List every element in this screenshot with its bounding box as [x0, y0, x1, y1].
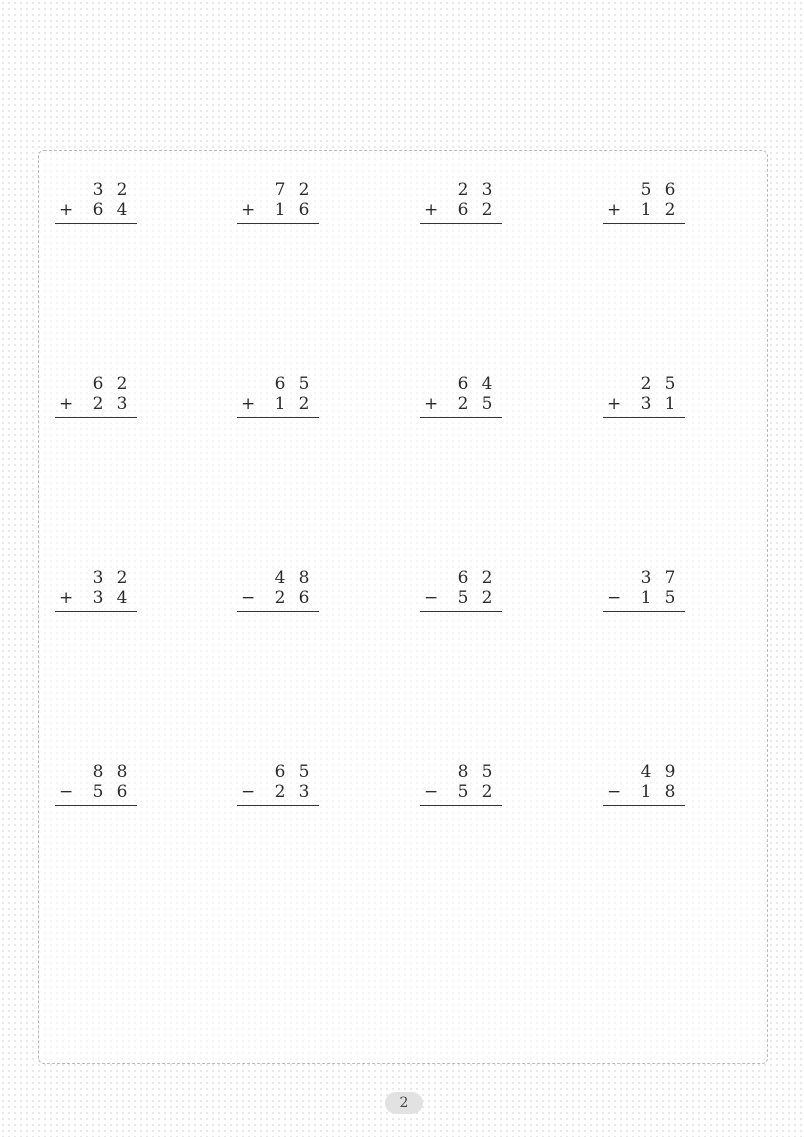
bottom-tens-digit: 5: [92, 782, 104, 802]
answer-line: [237, 417, 319, 418]
answer-line: [603, 805, 685, 806]
bottom-ones-digit: 2: [481, 588, 493, 608]
bottom-ones-digit: 2: [664, 200, 676, 220]
bottom-tens-digit: 1: [274, 200, 286, 220]
bottom-number: [603, 199, 685, 221]
operator-sign: +: [241, 394, 256, 414]
problem-14: [237, 761, 327, 811]
top-number: [55, 179, 137, 201]
top-tens-digit: 4: [274, 568, 286, 588]
top-number: [237, 373, 319, 395]
top-tens-digit: 8: [457, 762, 469, 782]
operator-sign: −: [241, 588, 256, 608]
bottom-tens-digit: 1: [640, 782, 652, 802]
bottom-number: [603, 393, 685, 415]
operator-sign: −: [607, 782, 622, 802]
operator-sign: +: [241, 200, 256, 220]
problem-15: [420, 761, 510, 811]
answer-line: [55, 417, 137, 418]
answer-line: [420, 611, 502, 612]
bottom-number: [55, 781, 137, 803]
answer-line: [420, 417, 502, 418]
operator-sign: −: [59, 782, 74, 802]
bottom-ones-digit: 6: [116, 782, 128, 802]
top-tens-digit: 2: [457, 180, 469, 200]
answer-line: [55, 223, 137, 224]
answer-line: [603, 611, 685, 612]
top-number: [420, 761, 502, 783]
top-number: [603, 567, 685, 589]
operator-sign: −: [607, 588, 622, 608]
top-number: [55, 567, 137, 589]
bottom-number: [603, 781, 685, 803]
top-tens-digit: 6: [274, 762, 286, 782]
bottom-ones-digit: 2: [481, 200, 493, 220]
top-tens-digit: 3: [92, 180, 104, 200]
bottom-tens-digit: 1: [274, 394, 286, 414]
bottom-tens-digit: 3: [640, 394, 652, 414]
bottom-number: [55, 393, 137, 415]
top-number: [420, 373, 502, 395]
operator-sign: −: [241, 782, 256, 802]
problem-16: [603, 761, 693, 811]
top-ones-digit: 5: [298, 762, 310, 782]
top-tens-digit: 7: [274, 180, 286, 200]
answer-line: [237, 805, 319, 806]
bottom-number: [237, 781, 319, 803]
bottom-ones-digit: 3: [298, 782, 310, 802]
bottom-number: [237, 587, 319, 609]
bottom-tens-digit: 3: [92, 588, 104, 608]
bottom-tens-digit: 2: [457, 394, 469, 414]
top-tens-digit: 4: [640, 762, 652, 782]
operator-sign: +: [607, 394, 622, 414]
bottom-ones-digit: 1: [664, 394, 676, 414]
bottom-tens-digit: 2: [274, 782, 286, 802]
worksheet-frame: [38, 150, 768, 1064]
bottom-number: [420, 393, 502, 415]
operator-sign: +: [59, 200, 74, 220]
bottom-tens-digit: 1: [640, 588, 652, 608]
operator-sign: −: [424, 588, 439, 608]
top-number: [237, 179, 319, 201]
top-tens-digit: 3: [640, 568, 652, 588]
top-ones-digit: 2: [116, 180, 128, 200]
top-tens-digit: 6: [92, 374, 104, 394]
problem-13: [55, 761, 145, 811]
top-ones-digit: 2: [116, 374, 128, 394]
top-ones-digit: 5: [664, 374, 676, 394]
answer-line: [603, 417, 685, 418]
bottom-tens-digit: 6: [457, 200, 469, 220]
operator-sign: +: [59, 588, 74, 608]
bottom-tens-digit: 6: [92, 200, 104, 220]
problem-7: [420, 373, 510, 423]
top-tens-digit: 5: [640, 180, 652, 200]
top-number: [603, 761, 685, 783]
problem-6: [237, 373, 327, 423]
top-ones-digit: 5: [481, 762, 493, 782]
top-number: [237, 567, 319, 589]
bottom-ones-digit: 8: [664, 782, 676, 802]
bottom-tens-digit: 2: [92, 394, 104, 414]
top-ones-digit: 2: [481, 568, 493, 588]
top-ones-digit: 9: [664, 762, 676, 782]
top-number: [603, 179, 685, 201]
bottom-ones-digit: 5: [664, 588, 676, 608]
answer-line: [55, 611, 137, 612]
answer-line: [603, 223, 685, 224]
bottom-number: [420, 781, 502, 803]
bottom-ones-digit: 3: [116, 394, 128, 414]
answer-line: [237, 611, 319, 612]
top-ones-digit: 2: [298, 180, 310, 200]
bottom-number: [420, 199, 502, 221]
operator-sign: +: [424, 394, 439, 414]
top-ones-digit: 6: [664, 180, 676, 200]
bottom-number: [55, 199, 137, 221]
problem-10: [237, 567, 327, 617]
answer-line: [420, 223, 502, 224]
bottom-number: [55, 587, 137, 609]
bottom-number: [603, 587, 685, 609]
bottom-ones-digit: 6: [298, 200, 310, 220]
operator-sign: +: [424, 200, 439, 220]
top-tens-digit: 6: [274, 374, 286, 394]
top-ones-digit: 3: [481, 180, 493, 200]
bottom-ones-digit: 6: [298, 588, 310, 608]
top-ones-digit: 4: [481, 374, 493, 394]
top-number: [237, 761, 319, 783]
top-tens-digit: 2: [640, 374, 652, 394]
operator-sign: +: [59, 394, 74, 414]
bottom-tens-digit: 5: [457, 782, 469, 802]
top-number: [55, 761, 137, 783]
top-tens-digit: 6: [457, 568, 469, 588]
problem-5: [55, 373, 145, 423]
operator-sign: −: [424, 782, 439, 802]
top-ones-digit: 8: [298, 568, 310, 588]
bottom-tens-digit: 1: [640, 200, 652, 220]
bottom-ones-digit: 2: [481, 782, 493, 802]
top-number: [55, 373, 137, 395]
top-ones-digit: 7: [664, 568, 676, 588]
operator-sign: +: [607, 200, 622, 220]
top-tens-digit: 3: [92, 568, 104, 588]
problem-12: [603, 567, 693, 617]
answer-line: [237, 223, 319, 224]
top-number: [603, 373, 685, 395]
problem-2: [237, 179, 327, 229]
top-number: [420, 567, 502, 589]
problem-3: [420, 179, 510, 229]
bottom-number: [237, 393, 319, 415]
top-number: [420, 179, 502, 201]
bottom-ones-digit: 5: [481, 394, 493, 414]
top-ones-digit: 2: [116, 568, 128, 588]
top-ones-digit: 8: [116, 762, 128, 782]
page-number: 2: [385, 1092, 423, 1114]
problem-11: [420, 567, 510, 617]
bottom-tens-digit: 5: [457, 588, 469, 608]
problem-1: [55, 179, 145, 229]
bottom-number: [237, 199, 319, 221]
bottom-ones-digit: 2: [298, 394, 310, 414]
top-ones-digit: 5: [298, 374, 310, 394]
bottom-number: [420, 587, 502, 609]
problem-8: [603, 373, 693, 423]
top-tens-digit: 6: [457, 374, 469, 394]
answer-line: [420, 805, 502, 806]
top-tens-digit: 8: [92, 762, 104, 782]
bottom-ones-digit: 4: [116, 200, 128, 220]
bottom-tens-digit: 2: [274, 588, 286, 608]
answer-line: [55, 805, 137, 806]
problem-4: [603, 179, 693, 229]
bottom-ones-digit: 4: [116, 588, 128, 608]
problem-9: [55, 567, 145, 617]
